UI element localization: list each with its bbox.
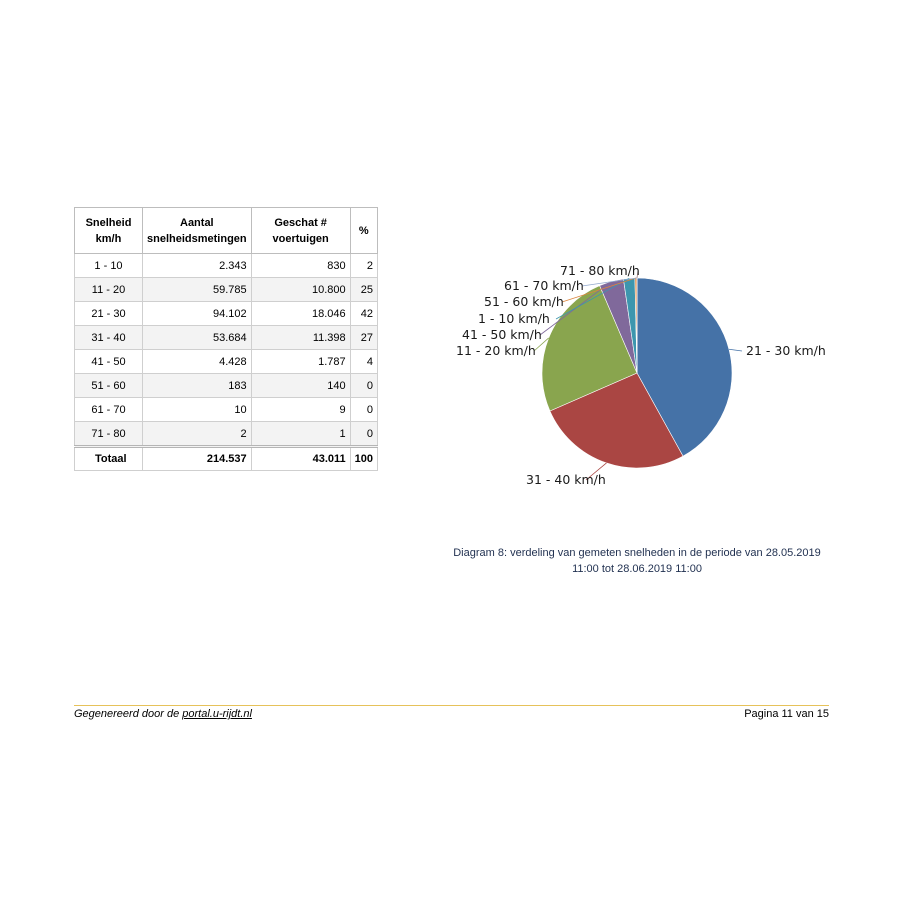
pie-chart [420,250,860,500]
pie-label: 11 - 20 km/h [456,343,536,358]
cell-count: 183 [143,374,252,398]
header-snelheid [75,208,143,254]
pie-label: 41 - 50 km/h [462,327,542,342]
cell-count: 53.684 [143,326,252,350]
cell-vehicles: 11.398 [251,326,350,350]
total-count: 214.537 [143,447,252,471]
header-geschat-line1: Geschat # [274,216,327,229]
cell-range: 61 - 70 [75,398,143,422]
table-row [75,374,378,398]
header-aantal-line2: snelheidsmetingen [147,232,247,245]
cell-vehicles: 9 [251,398,350,422]
cell-percent: 0 [350,422,377,447]
diagram-caption [432,545,842,577]
cell-count: 10 [143,398,252,422]
cell-vehicles: 830 [251,254,350,278]
total-vehicles: 43.011 [251,447,350,471]
caption-line-2: 11:00 tot 28.06.2019 11:00 [572,563,702,575]
cell-range: 21 - 30 [75,302,143,326]
header-snelheid-line1: Snelheid [85,216,132,229]
table-row [75,350,378,374]
total-range: Totaal [75,447,143,471]
header-snelheid-line2: km/h [95,232,122,245]
cell-range: 1 - 10 [75,254,143,278]
pie-label: 51 - 60 km/h [484,294,564,309]
cell-count: 4.428 [143,350,252,374]
total-percent: 100 [350,447,377,471]
page-number: Pagina 11 van 15 [744,708,829,720]
pie-label: 31 - 40 km/h [526,472,606,487]
header-percent: % [350,208,377,254]
header-geschat-line2: voertuigen [272,232,329,245]
table-row [75,326,378,350]
footer-generated-by [74,708,252,720]
table-row [75,278,378,302]
total-row [75,447,378,471]
cell-vehicles: 1.787 [251,350,350,374]
cell-vehicles: 140 [251,374,350,398]
footer-prefix: Gegenereerd door de [74,708,183,720]
table-row [75,302,378,326]
cell-percent: 27 [350,326,377,350]
cell-count: 59.785 [143,278,252,302]
cell-range: 71 - 80 [75,422,143,447]
pie-leader-line [729,349,742,351]
cell-percent: 25 [350,278,377,302]
cell-range: 41 - 50 [75,350,143,374]
caption-line-1: Diagram 8: verdeling van gemeten snelheden in de periode van 28.05.2019 [453,547,821,559]
table-header-row [75,208,378,254]
cell-percent: 0 [350,398,377,422]
footer-divider [74,705,829,706]
pie-label: 21 - 30 km/h [746,343,826,358]
cell-range: 51 - 60 [75,374,143,398]
cell-range: 31 - 40 [75,326,143,350]
cell-range: 11 - 20 [75,278,143,302]
pie-label: 61 - 70 km/h [504,278,584,293]
cell-percent: 2 [350,254,377,278]
cell-vehicles: 10.800 [251,278,350,302]
pie-label: 71 - 80 km/h [560,263,640,278]
portal-link[interactable]: portal.u-rijdt.nl [182,708,252,720]
header-geschat [251,208,350,254]
table-row [75,398,378,422]
header-aantal [143,208,252,254]
table-row [75,422,378,447]
cell-vehicles: 18.046 [251,302,350,326]
speed-table [74,207,378,471]
pie-label: 1 - 10 km/h [478,311,550,326]
table-row [75,254,378,278]
cell-count: 2 [143,422,252,447]
cell-vehicles: 1 [251,422,350,447]
cell-count: 94.102 [143,302,252,326]
cell-percent: 42 [350,302,377,326]
header-aantal-line1: Aantal [180,216,214,229]
cell-percent: 0 [350,374,377,398]
cell-percent: 4 [350,350,377,374]
cell-count: 2.343 [143,254,252,278]
